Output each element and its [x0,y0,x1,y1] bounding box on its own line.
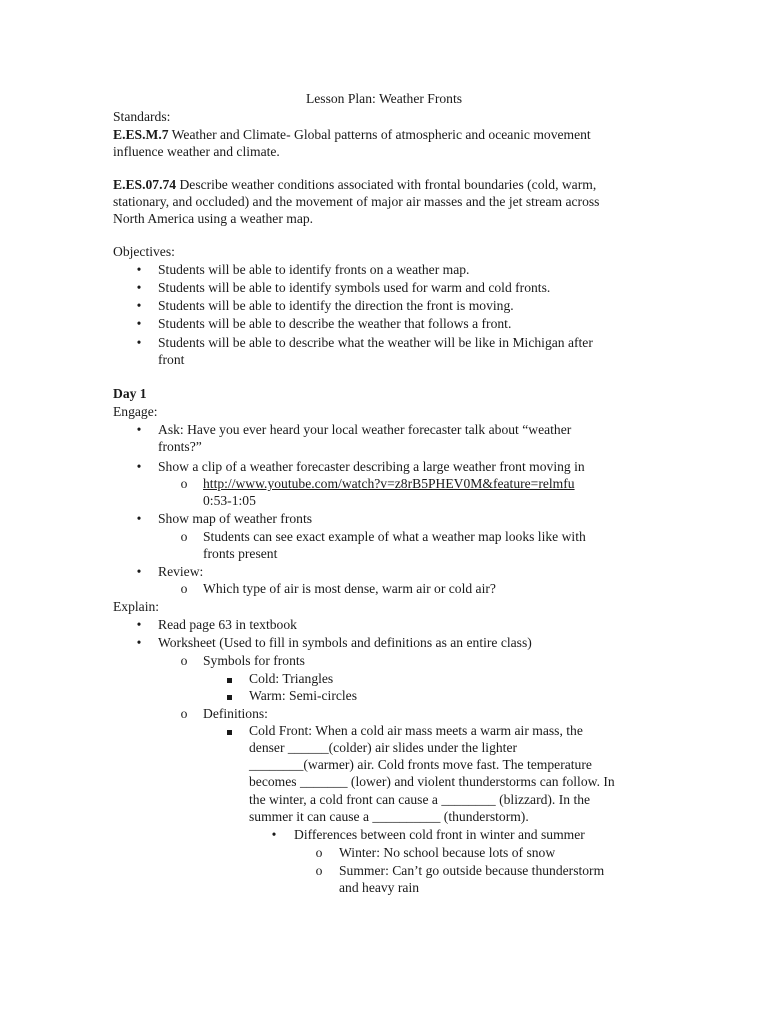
standard-1-text: Weather and Climate- Global patterns of atmospheric and oceanic movement [168,127,591,142]
summer-item-cont: and heavy rain [339,880,420,895]
symbol-cold: Cold: Triangles [249,671,334,686]
bullet-o: o [315,863,323,878]
standards-heading: Standards: [113,109,171,124]
definitions-heading: Definitions: [203,706,268,721]
objective-item: Students will be able to describe what the weather will be like in Michigan after [158,335,593,350]
day1-heading: Day 1 [113,386,147,401]
standard-2-text: Describe weather conditions associated with frontal boundaries (cold, warm, [176,177,597,192]
bullet-dot: • [136,635,142,650]
explain-read: Read page 63 in textbook [158,617,297,632]
bullet-o: o [315,845,323,860]
explain-heading: Explain: [113,599,160,614]
engage-review: Review: [158,564,204,579]
symbols-heading: Symbols for fronts [203,653,305,668]
bullet-o: o [180,476,188,491]
map-sub: Students can see exact example of what a weather map looks like with [203,529,586,544]
objective-item: Students will be able to identify symbols used for warm and cold fronts. [158,280,551,295]
summer-item: Summer: Can’t go outside because thunderstorm [339,863,605,878]
bullet-dot: • [136,564,142,579]
engage-ask-cont: fronts?” [158,439,202,454]
bullet-square-icon [223,670,235,688]
bullet-o: o [180,706,188,721]
bullet-dot: • [136,316,142,331]
bullet-square-icon [223,687,235,705]
standard-1-cont: influence weather and climate. [113,144,280,159]
bullet-dot: • [136,335,142,350]
objective-item: Students will be able to identify fronts on a weather map. [158,262,470,277]
map-sub-cont: fronts present [203,546,278,561]
review-question: Which type of air is most dense, warm air or cold air? [203,581,496,596]
bullet-dot: • [136,617,142,632]
video-link[interactable] [203,475,575,493]
bullet-dot: • [136,511,142,526]
symbol-warm: Warm: Semi-circles [249,688,357,703]
engage-clip: Show a clip of a weather forecaster describing a large weather front moving in [158,459,585,474]
cold-front-def: Cold Front: When a cold air mass meets a warm air mass, the [249,723,583,738]
page-title: Lesson Plan: Weather Fronts [305,91,463,106]
bullet-dot: • [136,280,142,295]
winter-item: Winter: No school because lots of snow [339,845,556,860]
cold-front-def: summer it can cause a __________ (thunderstorm). [249,809,529,824]
objective-item-cont: front [158,352,185,367]
cold-front-def: denser ______(colder) air slides under the lighter [249,740,518,755]
objective-item: Students will be able to identify the direction the front is moving. [158,298,514,313]
bullet-o: o [180,529,188,544]
standard-1 [113,126,591,144]
bullet-o: o [180,653,188,668]
standard-2-code: E.ES.07.74 [113,177,177,192]
cold-front-def: ________(warmer) air. Cold fronts move fast. The temperature [249,757,592,772]
bullet-dot: • [271,827,277,842]
bullet-dot: • [136,422,142,437]
bullet-dot: • [136,262,142,277]
cold-front-def: the winter, a cold front can cause a ________ (blizzard). In the [249,792,591,807]
engage-ask: Ask: Have you ever heard your local weather forecaster talk about “weather [158,422,572,437]
engage-map: Show map of weather fronts [158,511,313,526]
standard-2-cont-2: North America using a weather map. [113,211,314,226]
explain-worksheet: Worksheet (Used to fill in symbols and definitions as an entire class) [158,635,532,650]
engage-heading: Engage: [113,404,158,419]
video-link-text[interactable]: http://www.youtube.com/watch?v=z8rB5PHEV0M&feature=relmfu [203,476,575,491]
bullet-dot: • [136,459,142,474]
standard-1-code: E.ES.M.7 [113,127,169,142]
video-timecode: 0:53-1:05 [203,493,256,508]
bullet-o: o [180,581,188,596]
standard-2 [113,176,596,194]
objectives-heading: Objectives: [113,244,175,259]
objective-item: Students will be able to describe the weather that follows a front. [158,316,512,331]
cold-front-def: becomes _______ (lower) and violent thunderstorms can follow. In [249,774,615,789]
bullet-dot: • [136,298,142,313]
bullet-square-icon [223,722,235,740]
differences-item: Differences between cold front in winter and summer [294,827,585,842]
standard-2-cont-1: stationary, and occluded) and the movement of major air masses and the jet stream across [113,194,600,209]
